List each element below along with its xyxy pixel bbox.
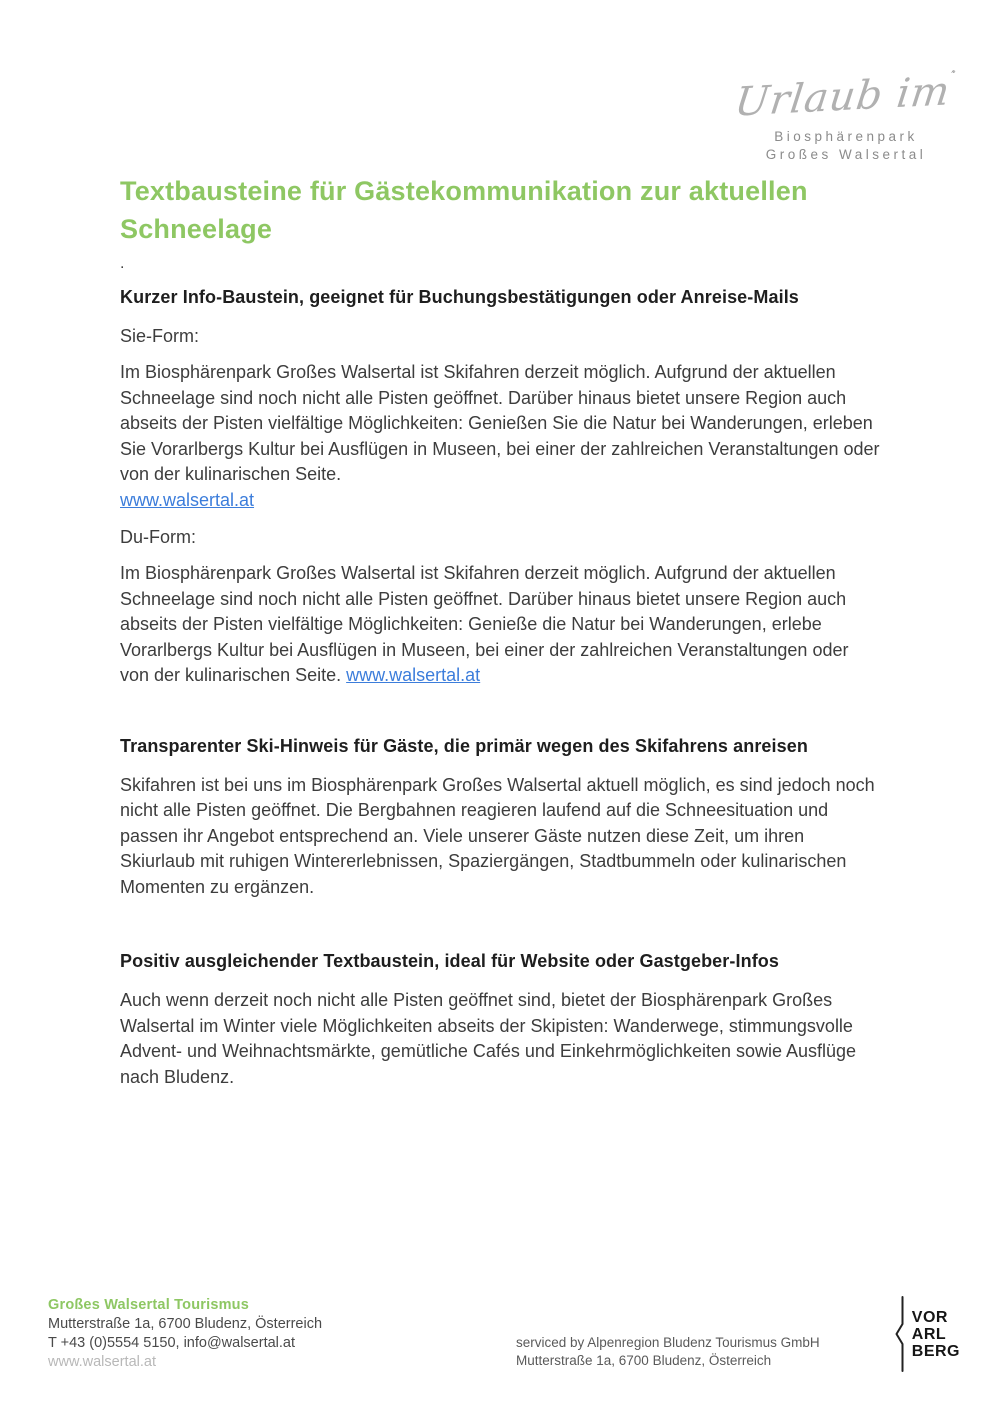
footer-address: Mutterstraße 1a, 6700 Bludenz, Österreich bbox=[48, 1316, 323, 1332]
sie-form-label: Sie-Form: bbox=[120, 326, 200, 346]
section1-heading: Kurzer Info-Baustein, geeignet für Buchungsbestätigungen oder Anreise-Mails bbox=[120, 287, 799, 307]
du-form-text: Im Biosphärenpark Großes Walsertal ist Skifahren derzeit möglich. Aufgrund der aktuellen Schneelage sind noch nicht alle Pisten geöffnet. Darüber hinaus bietet unsere Region auch abseits der Pisten vielfältige Möglichkeiten: Genieße die Natur bei Wanderungen, erlebe Vorarlbergs Kultur bei Ausflügen in Museen, bei einer der zahlreichen Veranstaltungen oder von der kulinarischen Seite. bbox=[120, 563, 849, 685]
vorarlberg-logo bbox=[894, 1296, 960, 1372]
vorarlberg-wordmark bbox=[912, 1309, 960, 1360]
vorarlberg-line1: VOR bbox=[911, 1308, 948, 1326]
logo-subtitle bbox=[736, 128, 956, 164]
page-title: Textbausteine für Gästekommunikation zur aktuellen Schneelage bbox=[120, 176, 808, 244]
vorarlberg-line2: ARL bbox=[911, 1325, 947, 1343]
section3-paragraph: Auch wenn derzeit noch nicht alle Pisten geöffnet sind, bietet der Biosphärenpark Großes Walsertal im Winter viele Möglichkeiten abseits der Skipisten: Wanderwege, stimmungsvolle Advent- und Weihnachtsmärkte, gemütliche Cafés und Einkehrmöglichkeiten sowie Ausflüge nach Bludenz. bbox=[120, 990, 857, 1087]
vorarlberg-brace-icon bbox=[894, 1296, 906, 1372]
section2-heading: Transparenter Ski-Hinweis für Gäste, die primär wegen des Skifahrens anreisen bbox=[120, 735, 808, 756]
vorarlberg-line3: BERG bbox=[911, 1342, 960, 1360]
footer-website: www.walsertal.at bbox=[48, 1354, 156, 1370]
footer-serviced-line2: Mutterstraße 1a, 6700 Bludenz, Österreich bbox=[516, 1353, 772, 1368]
sie-form-paragraph: Im Biosphärenpark Großes Walsertal ist Skifahren derzeit möglich. Aufgrund der aktuellen Schneelage sind noch nicht alle Pisten geöffnet. Darüber hinaus bietet unsere Region auch abseits der Pisten vielfältige Möglichkeiten: Genießen Sie die Natur bei Wanderungen, erleben Sie Vorarlbergs Kultur bei Ausflügen in Museen, bei einer der zahlreichen Veranstaltungen oder von der kulinarischen Seite. bbox=[120, 362, 880, 484]
du-form-paragraph bbox=[120, 561, 882, 689]
sie-form-link[interactable]: www.walsertal.at bbox=[120, 489, 255, 510]
logo-script-text: Urlaub im bbox=[732, 68, 953, 126]
stray-dot: . bbox=[120, 255, 125, 272]
du-form-link[interactable]: www.walsertal.at bbox=[346, 665, 481, 685]
section3-heading: Positiv ausgleichender Textbaustein, ideal für Website oder Gastgeber-Infos bbox=[120, 951, 779, 971]
logo-subtitle-line2: Großes Walsertal bbox=[765, 147, 927, 162]
brand-logo bbox=[732, 46, 956, 164]
brand-logo-top bbox=[732, 46, 956, 126]
section2-paragraph: Skifahren ist bei uns im Biosphärenpark Großes Walsertal aktuell möglich, es sind jedoch noch nicht alle Pisten geöffnet. Die Bergbahnen reagieren laufend auf die Schneesituation und passen ihr Angebot entsprechend an. Viele unserer Gäste nutzen diese Zeit, um ihren Skiurlaub mit ruhigen Wintererlebnissen, Spaziergängen, Stadtbummeln oder kulinarischen Momenten zu ergänzen. bbox=[120, 774, 875, 897]
footer-phone-email: T +43 (0)5554 5150, info@walsertal.at bbox=[48, 1335, 296, 1351]
footer-organization: Großes Walsertal Tourismus bbox=[48, 1297, 249, 1313]
footer-serviced-block bbox=[516, 1334, 820, 1370]
footer-contact-block bbox=[48, 1296, 322, 1372]
du-form-label: Du-Form: bbox=[120, 527, 196, 547]
footer-serviced-line1: serviced by Alpenregion Bludenz Tourismus GmbH bbox=[516, 1335, 820, 1350]
main-content bbox=[120, 172, 882, 1090]
logo-subtitle-line1: Biosphärenpark bbox=[774, 129, 918, 144]
